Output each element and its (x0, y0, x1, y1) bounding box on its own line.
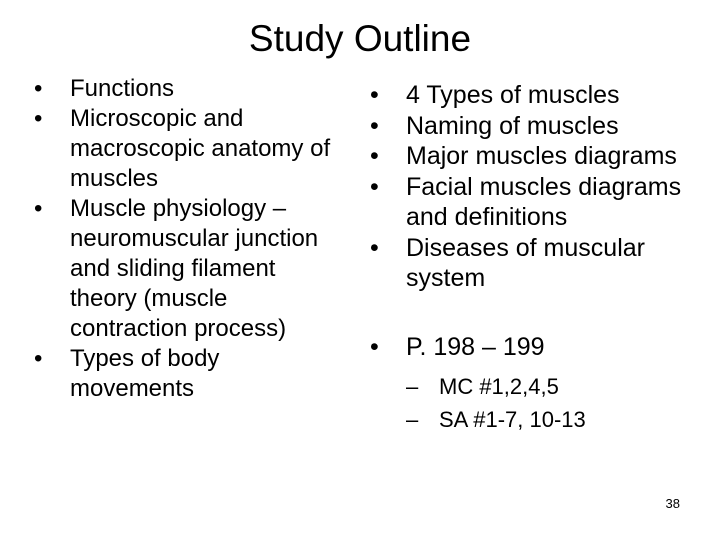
list-item (364, 172, 704, 233)
sub-list-item (406, 370, 704, 403)
list-item (364, 80, 704, 111)
bullet-icon: • (34, 345, 43, 372)
list-item-text: P. 198 – 199 (406, 332, 545, 361)
bullet-icon: • (34, 75, 43, 102)
sub-list (406, 370, 704, 436)
bullet-icon: • (370, 172, 379, 201)
list-item-text: Naming of muscles (406, 111, 619, 140)
list-item (28, 194, 348, 344)
list-item-text: Major muscles diagrams (406, 142, 677, 170)
list-item-text: Functions (70, 75, 175, 102)
bullet-icon: • (370, 332, 379, 361)
bullet-icon: • (34, 105, 43, 132)
list-item (28, 74, 348, 104)
bullet-icon: • (370, 111, 379, 140)
sub-list-item-text: MC #1,2,4,5 (439, 374, 559, 399)
sub-list-item-text: SA #1-7, 10-13 (439, 407, 586, 432)
bullet-icon: • (370, 142, 379, 170)
slide-title: Study Outline (248, 18, 472, 59)
bullet-icon: • (370, 81, 379, 109)
list-item (364, 111, 704, 142)
list-item (28, 104, 348, 194)
right-bullet-list (364, 80, 704, 436)
sub-list-item (406, 403, 704, 436)
list-item-text: Diseases of muscular system (406, 233, 645, 292)
list-item (364, 332, 704, 437)
bullet-icon: • (34, 195, 43, 222)
left-bullet-list (28, 74, 348, 404)
right-column (364, 80, 704, 436)
bullet-icon: • (370, 233, 379, 262)
list-item (364, 141, 704, 172)
list-item (28, 344, 348, 404)
list-item-text: Microscopic and macroscopic anatomy of muscles (70, 105, 331, 192)
list-item-text: Types of body movements (70, 345, 220, 402)
dash-icon: – (406, 374, 419, 399)
left-column (28, 74, 348, 404)
dash-icon: – (406, 407, 419, 432)
list-item-text: 4 Types of muscles (406, 81, 620, 109)
list-item (364, 233, 704, 294)
list-item-text: Facial muscles diagrams and definitions (406, 172, 682, 231)
page-number: 38 (665, 496, 680, 511)
list-item-text: Muscle physiology – neuromuscular junction and sliding filament theory (muscle contraction process) (70, 195, 319, 342)
